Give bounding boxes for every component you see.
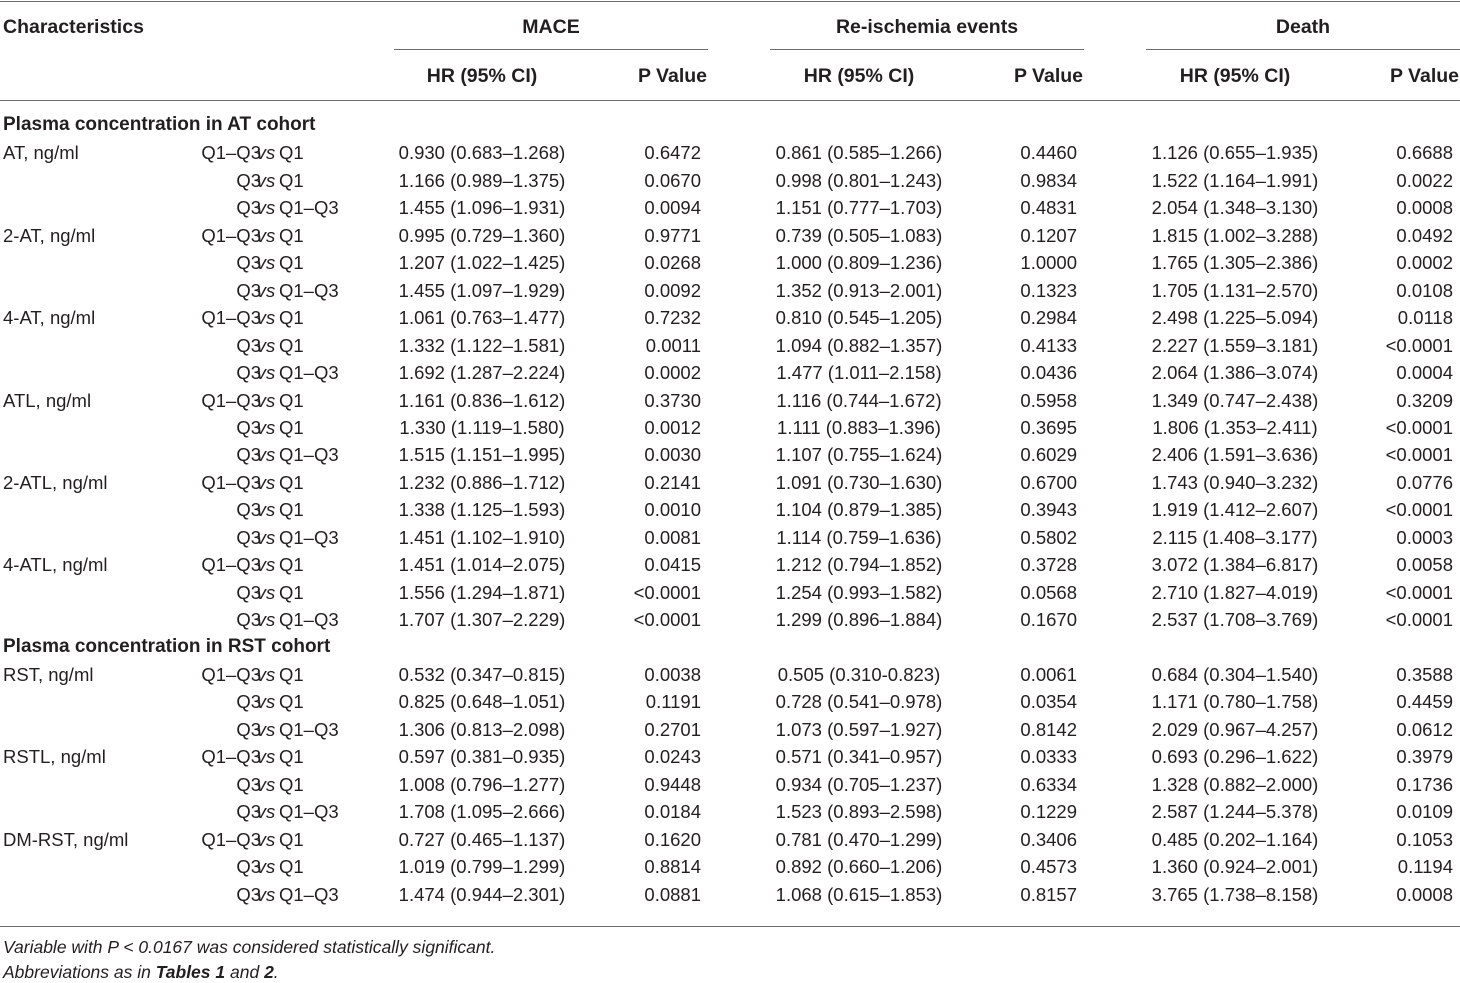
death-hr-cell: 1.522 (1.164–1.991)	[1151, 169, 1319, 191]
comparison-left: Q3	[236, 691, 261, 713]
mace-p-cell: 0.0012	[644, 416, 701, 438]
comparison-right: Q1	[279, 828, 304, 850]
mace-hr-cell: 1.556 (1.294–1.871)	[398, 581, 566, 603]
reischemia-p-cell: 0.0061	[1020, 664, 1077, 685]
comparison-right: Q1–Q3	[279, 197, 339, 219]
comparison-vs: vs	[256, 334, 276, 356]
comparison-vs: vs	[256, 581, 276, 603]
reischemia-p-cell: 0.3695	[1020, 416, 1077, 438]
reischemia-hr-cell: 1.094 (0.882–1.357)	[775, 334, 943, 356]
variable-name: RST, ng/ml	[3, 664, 94, 685]
mace-hr-cell: 1.707 (1.307–2.229)	[398, 609, 566, 631]
mace-p-cell: 0.0670	[644, 169, 701, 191]
comparison-vs: vs	[256, 142, 276, 164]
death-hr-cell: 2.406 (1.591–3.636)	[1151, 444, 1319, 466]
mace-p-cell: 0.0038	[644, 664, 701, 685]
reischemia-p-cell: 0.2984	[1020, 307, 1077, 329]
mace-p-cell: 0.6472	[644, 142, 701, 164]
comparison-left: Q3	[236, 883, 261, 905]
comparison-left: Q3	[236, 197, 261, 219]
death-p-cell: 0.3588	[1396, 664, 1453, 685]
death-p-cell: 0.1053	[1396, 828, 1453, 850]
reischemia-p-cell: 0.0436	[1020, 362, 1077, 384]
reischemia-p-cell: 0.5958	[1020, 389, 1077, 411]
comparison-vs: vs	[256, 883, 276, 905]
reischemia-hr-cell: 1.523 (0.893–2.598)	[775, 801, 943, 823]
mace-hr-cell: 1.451 (1.102–1.910)	[398, 526, 566, 548]
comparison-vs: vs	[256, 554, 276, 576]
mace-hr-cell: 1.455 (1.097–1.929)	[398, 279, 566, 301]
death-p-cell: <0.0001	[1385, 334, 1453, 356]
variable-name: 4-ATL, ng/ml	[3, 554, 108, 576]
variable-name: 2-ATL, ng/ml	[3, 471, 108, 493]
mace-p-cell: 0.2701	[644, 718, 701, 740]
comparison-vs: vs	[256, 609, 276, 631]
death-p-cell: 0.0008	[1396, 883, 1453, 905]
death-hr-cell: 2.498 (1.225–5.094)	[1151, 307, 1319, 329]
comparison-right: Q1	[279, 856, 304, 878]
reischemia-hr-cell: 1.000 (0.809–1.236)	[775, 252, 943, 274]
comparison-left: Q1–Q3	[201, 746, 261, 768]
reischemia-hr-cell: 1.212 (0.794–1.852)	[775, 554, 943, 576]
comparison-right: Q1	[279, 746, 304, 768]
death-p-cell: 0.6688	[1396, 142, 1453, 164]
mace-hr-cell: 1.330 (1.119–1.580)	[399, 416, 565, 438]
mace-hr-cell: 0.597 (0.381–0.935)	[398, 746, 566, 768]
comparison-left: Q1–Q3	[201, 664, 261, 685]
footnote-and: and	[225, 962, 265, 982]
comparison-vs: vs	[256, 664, 276, 685]
comparison-vs: vs	[256, 746, 276, 768]
comparison-left: Q1–Q3	[201, 828, 261, 850]
reischemia-hr-cell: 1.151 (0.777–1.703)	[775, 197, 943, 219]
mace-hr-cell: 1.515 (1.151–1.995)	[398, 444, 566, 466]
comparison-vs: vs	[256, 526, 276, 548]
reischemia-p-cell: 0.1323	[1020, 279, 1077, 301]
comparison-right: Q1	[279, 224, 304, 246]
comparison-right: Q1	[279, 142, 304, 164]
mace-p-cell: 0.3730	[644, 389, 701, 411]
reischemia-p-cell: 0.8142	[1020, 718, 1077, 740]
death-hr-cell: 1.806 (1.353–2.411)	[1152, 416, 1318, 438]
reischemia-hr-cell: 0.505 (0.310-0.823)	[777, 664, 941, 685]
variable-name: 2-AT, ng/ml	[3, 224, 96, 246]
comparison-left: Q3	[236, 169, 261, 191]
death-p-cell: 0.3979	[1396, 746, 1453, 768]
comparison-vs: vs	[256, 773, 276, 795]
variable-name: DM-RST, ng/ml	[3, 828, 129, 850]
comparison-right: Q1	[279, 691, 304, 713]
reischemia-p-cell: 0.8157	[1020, 883, 1077, 905]
reischemia-p-cell: 0.0354	[1020, 691, 1077, 713]
mace-hr-cell: 0.995 (0.729–1.360)	[398, 224, 566, 246]
death-p-cell: <0.0001	[1385, 609, 1453, 631]
comparison-left: Q1–Q3	[201, 307, 261, 329]
reischemia-p-cell: 0.1670	[1020, 609, 1077, 631]
footnote-prefix: Abbreviations as in	[3, 962, 156, 982]
death-hr-cell: 1.743 (0.940–3.232)	[1151, 471, 1319, 493]
death-hr-cell: 1.765 (1.305–2.386)	[1151, 252, 1319, 274]
death-hr-cell: 2.227 (1.559–3.181)	[1151, 334, 1319, 356]
reischemia-hr-cell: 1.091 (0.730–1.630)	[775, 471, 943, 493]
comparison-left: Q3	[236, 279, 261, 301]
reischemia-hr-cell: 1.116 (0.744–1.672)	[776, 389, 942, 411]
mace-hr-header: HR (95% CI)	[426, 65, 538, 87]
reischemia-p-cell: 0.0333	[1020, 746, 1077, 768]
comparison-right: Q1–Q3	[279, 801, 339, 823]
mace-hr-cell: 1.708 (1.095–2.666)	[398, 801, 566, 823]
mace-hr-cell: 1.455 (1.096–1.931)	[398, 197, 566, 219]
death-p-cell: <0.0001	[1385, 444, 1453, 466]
death-p-cell: <0.0001	[1385, 499, 1453, 521]
comparison-left: Q3	[236, 773, 261, 795]
mace-p-cell: 0.0092	[644, 279, 701, 301]
comparison-right: Q1	[279, 581, 304, 603]
mace-p-cell: <0.0001	[633, 581, 701, 603]
comparison-vs: vs	[256, 307, 276, 329]
comparison-right: Q1–Q3	[279, 609, 339, 631]
comparison-left: Q1–Q3	[201, 389, 261, 411]
reischemia-header: Re-ischemia events	[835, 16, 1019, 38]
reischemia-hr-cell: 1.254 (0.993–1.582)	[775, 581, 943, 603]
death-hr-header: HR (95% CI)	[1179, 65, 1291, 87]
death-group-rule	[1146, 49, 1460, 50]
mace-hr-cell: 1.451 (1.014–2.075)	[398, 554, 566, 576]
death-hr-cell: 1.360 (0.924–2.001)	[1151, 856, 1319, 878]
header-rule	[0, 100, 1460, 101]
comparison-right: Q1	[279, 389, 304, 411]
reischemia-hr-cell: 1.107 (0.755–1.624)	[775, 444, 943, 466]
mace-p-cell: 0.1191	[645, 691, 701, 713]
mace-p-cell: 0.9771	[644, 224, 701, 246]
reischemia-hr-cell: 0.739 (0.505–1.083)	[775, 224, 943, 246]
death-p-cell: 0.0058	[1396, 554, 1453, 576]
mace-p-cell: 0.1620	[644, 828, 701, 850]
reischemia-p-cell: 0.4573	[1020, 856, 1077, 878]
reischemia-p-cell: 0.1207	[1020, 224, 1077, 246]
death-hr-cell: 2.054 (1.348–3.130)	[1151, 197, 1319, 219]
reischemia-hr-cell: 1.299 (0.896–1.884)	[775, 609, 943, 631]
variable-name: 4-AT, ng/ml	[3, 307, 96, 329]
death-hr-cell: 2.029 (0.967–4.257)	[1151, 718, 1319, 740]
reischemia-hr-cell: 0.810 (0.545–1.205)	[775, 307, 943, 329]
mace-hr-cell: 0.727 (0.465–1.137)	[398, 828, 566, 850]
mace-p-cell: 0.0268	[644, 252, 701, 274]
comparison-vs: vs	[256, 169, 276, 191]
mace-p-cell: 0.9448	[644, 773, 701, 795]
mace-hr-cell: 1.166 (0.989–1.375)	[398, 169, 566, 191]
comparison-left: Q1–Q3	[201, 224, 261, 246]
mace-p-cell: 0.0011	[645, 334, 701, 356]
reischemia-hr-cell: 1.073 (0.597–1.927)	[775, 718, 943, 740]
mace-hr-cell: 1.332 (1.122–1.581)	[398, 334, 566, 356]
comparison-right: Q1–Q3	[279, 718, 339, 740]
comparison-right: Q1	[279, 664, 304, 685]
mace-p-cell: 0.0081	[644, 526, 701, 548]
comparison-right: Q1	[279, 307, 304, 329]
death-hr-cell: 3.765 (1.738–8.158)	[1151, 883, 1319, 905]
reischemia-p-cell: 0.3406	[1020, 828, 1077, 850]
comparison-vs: vs	[256, 416, 276, 438]
death-p-cell: 0.0776	[1396, 471, 1453, 493]
comparison-right: Q1	[279, 252, 304, 274]
comparison-vs: vs	[256, 197, 276, 219]
reischemia-p-cell: 0.4133	[1020, 334, 1077, 356]
reischemia-hr-cell: 0.892 (0.660–1.206)	[775, 856, 943, 878]
comparison-right: Q1–Q3	[279, 444, 339, 466]
death-hr-cell: 2.587 (1.244–5.378)	[1151, 801, 1319, 823]
mace-hr-cell: 1.474 (0.944–2.301)	[398, 883, 566, 905]
comparison-right: Q1–Q3	[279, 279, 339, 301]
comparison-vs: vs	[256, 389, 276, 411]
mace-hr-cell: 1.692 (1.287–2.224)	[398, 362, 566, 384]
comparison-vs: vs	[256, 224, 276, 246]
mace-hr-cell: 1.161 (0.836–1.612)	[398, 389, 566, 411]
death-p-cell: 0.0108	[1396, 279, 1453, 301]
reischemia-p-cell: 0.3728	[1020, 554, 1077, 576]
mace-p-cell: 0.7232	[644, 307, 701, 329]
reischemia-hr-cell: 0.998 (0.801–1.243)	[775, 169, 943, 191]
reischemia-p-cell: 0.1229	[1020, 801, 1077, 823]
death-p-header: P Value	[1389, 65, 1459, 87]
mace-hr-cell: 1.207 (1.022–1.425)	[398, 252, 566, 274]
death-hr-cell: 1.328 (0.882–2.000)	[1151, 773, 1319, 795]
comparison-right: Q1	[279, 334, 304, 356]
reischemia-hr-cell: 0.861 (0.585–1.266)	[775, 142, 943, 164]
mace-hr-cell: 0.930 (0.683–1.268)	[398, 142, 566, 164]
comparison-vs: vs	[256, 499, 276, 521]
reischemia-p-cell: 0.3943	[1020, 499, 1077, 521]
reischemia-p-header: P Value	[1013, 65, 1083, 87]
reischemia-hr-cell: 1.114 (0.759–1.636)	[776, 526, 942, 548]
comparison-left: Q3	[236, 416, 261, 438]
mace-p-cell: 0.0184	[644, 801, 701, 823]
comparison-left: Q3	[236, 499, 261, 521]
comparison-right: Q1	[279, 416, 304, 438]
comparison-vs: vs	[256, 279, 276, 301]
death-p-cell: 0.0612	[1396, 718, 1453, 740]
death-p-cell: 0.1736	[1396, 773, 1453, 795]
death-p-cell: 0.0118	[1397, 307, 1453, 329]
comparison-left: Q3	[236, 444, 261, 466]
comparison-right: Q1	[279, 169, 304, 191]
section-title-rst-cohort: Plasma concentration in RST cohort	[3, 635, 331, 657]
mace-hr-cell: 0.825 (0.648–1.051)	[398, 691, 566, 713]
mace-p-cell: 0.8814	[644, 856, 701, 878]
mace-hr-cell: 1.019 (0.799–1.299)	[398, 856, 566, 878]
mace-p-cell: 0.0094	[644, 197, 701, 219]
reischemia-hr-cell: 0.781 (0.470–1.299)	[775, 828, 943, 850]
comparison-left: Q3	[236, 362, 261, 384]
reischemia-hr-cell: 1.477 (1.011–2.158)	[776, 362, 942, 384]
comparison-vs: vs	[256, 362, 276, 384]
death-hr-cell: 0.485 (0.202–1.164)	[1151, 828, 1319, 850]
death-p-cell: 0.0002	[1396, 252, 1453, 274]
characteristics-header: Characteristics	[3, 16, 144, 38]
comparison-left: Q3	[236, 252, 261, 274]
comparison-left: Q3	[236, 526, 261, 548]
reischemia-hr-cell: 1.068 (0.615–1.853)	[775, 883, 943, 905]
death-hr-cell: 1.171 (0.780–1.758)	[1151, 691, 1319, 713]
comparison-vs: vs	[256, 801, 276, 823]
mace-p-header: P Value	[637, 65, 707, 87]
mace-hr-cell: 1.008 (0.796–1.277)	[398, 773, 566, 795]
footnote-significance: Variable with P < 0.0167 was considered statistically significant.	[3, 937, 496, 957]
reischemia-p-cell: 1.0000	[1020, 252, 1077, 274]
death-p-cell: 0.0008	[1396, 197, 1453, 219]
death-hr-cell: 0.684 (0.304–1.540)	[1151, 664, 1319, 685]
comparison-left: Q3	[236, 718, 261, 740]
comparison-left: Q3	[236, 609, 261, 631]
death-p-cell: 0.3209	[1396, 389, 1453, 411]
death-p-cell: 0.0109	[1396, 801, 1453, 823]
comparison-right: Q1–Q3	[279, 526, 339, 548]
death-p-cell: 0.0004	[1396, 362, 1453, 384]
death-hr-cell: 1.815 (1.002–3.288)	[1151, 224, 1319, 246]
reischemia-p-cell: 0.4460	[1020, 142, 1077, 164]
death-hr-cell: 2.537 (1.708–3.769)	[1151, 609, 1319, 631]
comparison-right: Q1	[279, 499, 304, 521]
reischemia-hr-header: HR (95% CI)	[803, 65, 915, 87]
comparison-vs: vs	[256, 444, 276, 466]
comparison-left: Q3	[236, 334, 261, 356]
mace-p-cell: 0.0002	[644, 362, 701, 384]
reischemia-p-cell: 0.4831	[1020, 197, 1077, 219]
comparison-vs: vs	[256, 856, 276, 878]
reischemia-hr-cell: 0.728 (0.541–0.978)	[775, 691, 943, 713]
comparison-vs: vs	[256, 252, 276, 274]
death-p-cell: 0.0003	[1396, 526, 1453, 548]
reischemia-p-cell: 0.6029	[1020, 444, 1077, 466]
comparison-left: Q1–Q3	[201, 142, 261, 164]
comparison-vs: vs	[256, 691, 276, 713]
comparison-right: Q1	[279, 554, 304, 576]
death-hr-cell: 1.349 (0.747–2.438)	[1151, 389, 1319, 411]
mace-group-rule	[394, 49, 708, 50]
death-p-cell: <0.0001	[1385, 581, 1453, 603]
reischemia-p-cell: 0.0568	[1020, 581, 1077, 603]
mace-hr-cell: 1.338 (1.125–1.593)	[398, 499, 566, 521]
death-hr-cell: 1.919 (1.412–2.607)	[1151, 499, 1319, 521]
mace-hr-cell: 1.306 (0.813–2.098)	[398, 718, 566, 740]
comparison-vs: vs	[256, 471, 276, 493]
mace-p-cell: 0.0243	[644, 746, 701, 768]
death-header: Death	[1275, 16, 1331, 38]
mace-p-cell: 0.0030	[644, 444, 701, 466]
reischemia-hr-cell: 1.111 (0.883–1.396)	[777, 416, 941, 438]
reischemia-p-cell: 0.9834	[1020, 169, 1077, 191]
comparison-right: Q1–Q3	[279, 362, 339, 384]
reischemia-hr-cell: 1.104 (0.879–1.385)	[775, 499, 943, 521]
section-title-at-cohort: Plasma concentration in AT cohort	[3, 114, 316, 135]
reischemia-group-rule	[770, 49, 1084, 50]
variable-name: AT, ng/ml	[3, 142, 79, 164]
table1-ref: Tables 1	[155, 962, 226, 982]
death-hr-cell: 2.064 (1.386–3.074)	[1151, 362, 1319, 384]
footnote-period: .	[273, 962, 279, 982]
bottom-rule	[0, 926, 1460, 927]
reischemia-p-cell: 0.6334	[1020, 773, 1077, 795]
death-p-cell: 0.0492	[1396, 224, 1453, 246]
death-p-cell: 0.1194	[1397, 856, 1453, 878]
comparison-left: Q3	[236, 856, 261, 878]
mace-p-cell: 0.0010	[644, 499, 701, 521]
comparison-left: Q3	[236, 581, 261, 603]
reischemia-hr-cell: 0.934 (0.705–1.237)	[775, 773, 943, 795]
comparison-right: Q1–Q3	[279, 883, 339, 905]
table2-ref: 2	[264, 962, 274, 982]
death-p-cell: <0.0001	[1385, 416, 1453, 438]
death-hr-cell: 3.072 (1.384–6.817)	[1151, 554, 1319, 576]
death-hr-cell: 2.115 (1.408–3.177)	[1152, 526, 1318, 548]
mace-p-cell: <0.0001	[633, 609, 701, 631]
reischemia-hr-cell: 0.571 (0.341–0.957)	[775, 746, 943, 768]
top-rule	[0, 1, 1460, 2]
variable-name: ATL, ng/ml	[3, 389, 92, 411]
reischemia-p-cell: 0.6700	[1020, 471, 1077, 493]
comparison-right: Q1	[279, 773, 304, 795]
reischemia-p-cell: 0.5802	[1020, 526, 1077, 548]
comparison-left: Q1–Q3	[201, 471, 261, 493]
comparison-left: Q3	[236, 801, 261, 823]
mace-hr-cell: 0.532 (0.347–0.815)	[398, 664, 566, 685]
mace-p-cell: 0.0881	[644, 883, 701, 905]
comparison-right: Q1	[279, 471, 304, 493]
variable-name: RSTL, ng/ml	[3, 746, 106, 768]
death-hr-cell: 1.126 (0.655–1.935)	[1151, 142, 1319, 164]
mace-p-cell: 0.0415	[644, 554, 701, 576]
death-p-cell: 0.0022	[1396, 169, 1453, 191]
death-hr-cell: 2.710 (1.827–4.019)	[1151, 581, 1319, 603]
comparison-left: Q1–Q3	[201, 554, 261, 576]
reischemia-hr-cell: 1.352 (0.913–2.001)	[775, 279, 943, 301]
comparison-vs: vs	[256, 718, 276, 740]
mace-header: MACE	[522, 16, 580, 38]
death-hr-cell: 0.693 (0.296–1.622)	[1151, 746, 1319, 768]
comparison-vs: vs	[256, 828, 276, 850]
death-p-cell: 0.4459	[1396, 691, 1453, 713]
mace-p-cell: 0.2141	[644, 471, 701, 493]
death-hr-cell: 1.705 (1.131–2.570)	[1151, 279, 1319, 301]
mace-hr-cell: 1.232 (0.886–1.712)	[398, 471, 566, 493]
mace-hr-cell: 1.061 (0.763–1.477)	[398, 307, 566, 329]
